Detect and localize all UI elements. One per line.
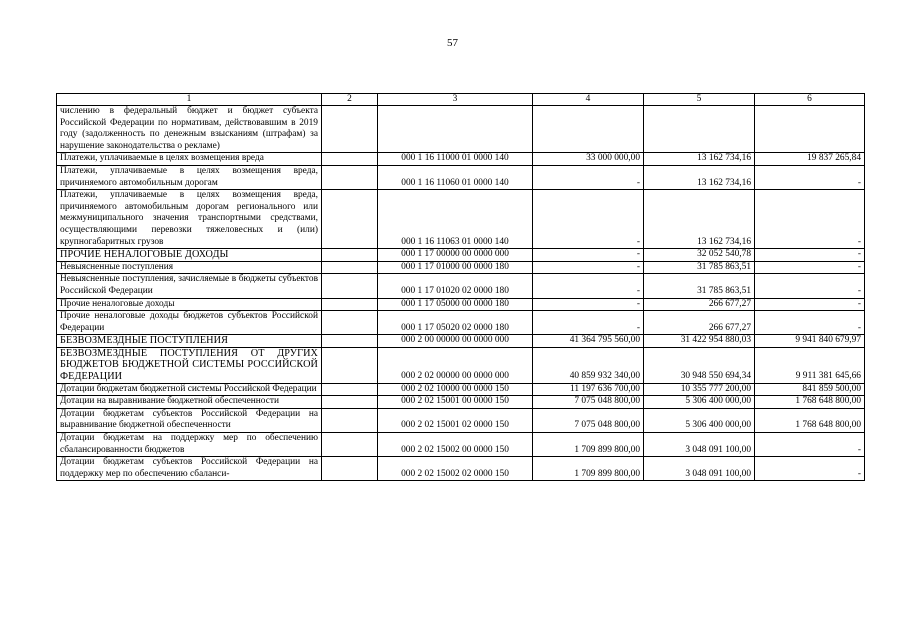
row-plan-cell bbox=[533, 106, 644, 153]
row-remainder-cell: - bbox=[755, 274, 865, 298]
row-col2-cell bbox=[322, 274, 378, 298]
row-name-cell: Платежи, уплачиваемые в целях возмещения вреда, причиняемого автомобильным дорогам регионального или межмуниципального значения транспортными средствами, осуществляющими перевозки тяжеловесных и (или) крупногабаритных грузов bbox=[57, 190, 322, 249]
table-row bbox=[57, 383, 865, 396]
row-col2-cell bbox=[322, 335, 378, 348]
table-row bbox=[57, 335, 865, 348]
table-row bbox=[57, 249, 865, 262]
row-plan-cell: 40 859 932 340,00 bbox=[533, 347, 644, 383]
row-code-cell: 000 2 00 00000 00 0000 000 bbox=[378, 335, 533, 348]
row-code-cell: 000 2 02 00000 00 0000 000 bbox=[378, 347, 533, 383]
row-actual-cell: 10 355 777 200,00 bbox=[644, 383, 755, 396]
row-code-cell: 000 1 17 01020 02 0000 180 bbox=[378, 274, 533, 298]
row-col2-cell bbox=[322, 408, 378, 432]
table-row bbox=[57, 396, 865, 409]
row-remainder-cell: - bbox=[755, 249, 865, 262]
row-name-cell: Дотации бюджетам бюджетной системы Российской Федерации bbox=[57, 383, 322, 396]
row-actual-cell: 13 162 734,16 bbox=[644, 190, 755, 249]
row-name-cell: Дотации бюджетам на поддержку мер по обеспечению сбалансированности бюджетов bbox=[57, 433, 322, 457]
table-row bbox=[57, 457, 865, 481]
row-col2-cell bbox=[322, 190, 378, 249]
row-code-cell: 000 1 16 11060 01 0000 140 bbox=[378, 165, 533, 189]
column-header: 1 bbox=[57, 94, 322, 106]
row-name-cell: Прочие неналоговые доходы бюджетов субъектов Российской Федерации bbox=[57, 311, 322, 335]
row-remainder-cell: 1 768 648 800,00 bbox=[755, 396, 865, 409]
row-col2-cell bbox=[322, 347, 378, 383]
column-header: 3 bbox=[378, 94, 533, 106]
row-remainder-cell bbox=[755, 106, 865, 153]
row-remainder-cell: - bbox=[755, 190, 865, 249]
row-name-cell: Дотации бюджетам субъектов Российской Федерации на поддержку мер по обеспечению сбаланси- bbox=[57, 457, 322, 481]
row-code-cell: 000 1 17 01000 00 0000 180 bbox=[378, 261, 533, 274]
table-row bbox=[57, 433, 865, 457]
row-remainder-cell: - bbox=[755, 433, 865, 457]
row-name-cell: ПРОЧИЕ НЕНАЛОГОВЫЕ ДОХОДЫ bbox=[57, 249, 322, 262]
row-actual-cell: 31 422 954 880,03 bbox=[644, 335, 755, 348]
row-remainder-cell: - bbox=[755, 261, 865, 274]
row-code-cell: 000 1 16 11000 01 0000 140 bbox=[378, 153, 533, 166]
row-plan-cell: - bbox=[533, 311, 644, 335]
table-body bbox=[57, 106, 865, 481]
row-remainder-cell: - bbox=[755, 311, 865, 335]
row-code-cell: 000 2 02 15001 00 0000 150 bbox=[378, 396, 533, 409]
row-actual-cell: 3 048 091 100,00 bbox=[644, 433, 755, 457]
row-name-cell: числению в федеральный бюджет и бюджет субъекта Российской Федерации по нормативам, действовавшим в 2019 году (задолженность по денежным взысканиям (штрафам) за нарушение законодательства о рекламе) bbox=[57, 106, 322, 153]
row-plan-cell: - bbox=[533, 249, 644, 262]
row-col2-cell bbox=[322, 396, 378, 409]
row-name-cell: Прочие неналоговые доходы bbox=[57, 298, 322, 311]
row-plan-cell: 41 364 795 560,00 bbox=[533, 335, 644, 348]
row-actual-cell: 30 948 550 694,34 bbox=[644, 347, 755, 383]
row-remainder-cell: 1 768 648 800,00 bbox=[755, 408, 865, 432]
row-remainder-cell: - bbox=[755, 165, 865, 189]
row-code-cell: 000 2 02 10000 00 0000 150 bbox=[378, 383, 533, 396]
column-header: 4 bbox=[533, 94, 644, 106]
row-plan-cell: - bbox=[533, 261, 644, 274]
row-code-cell: 000 1 17 00000 00 0000 000 bbox=[378, 249, 533, 262]
row-actual-cell: 3 048 091 100,00 bbox=[644, 457, 755, 481]
row-plan-cell: - bbox=[533, 165, 644, 189]
row-code-cell bbox=[378, 106, 533, 153]
row-remainder-cell: - bbox=[755, 457, 865, 481]
table-row bbox=[57, 106, 865, 153]
row-plan-cell: 1 709 899 800,00 bbox=[533, 457, 644, 481]
table-row bbox=[57, 190, 865, 249]
column-header: 6 bbox=[755, 94, 865, 106]
row-col2-cell bbox=[322, 153, 378, 166]
row-name-cell: Платежи, уплачиваемые в целях возмещения вреда, причиняемого автомобильным дорогам bbox=[57, 165, 322, 189]
row-name-cell: Невыясненные поступления, зачисляемые в бюджеты субъектов Российской Федерации bbox=[57, 274, 322, 298]
row-col2-cell bbox=[322, 261, 378, 274]
row-col2-cell bbox=[322, 457, 378, 481]
row-name-cell: Невыясненные поступления bbox=[57, 261, 322, 274]
row-plan-cell: 33 000 000,00 bbox=[533, 153, 644, 166]
row-code-cell: 000 2 02 15001 02 0000 150 bbox=[378, 408, 533, 432]
row-actual-cell: 31 785 863,51 bbox=[644, 261, 755, 274]
column-header: 5 bbox=[644, 94, 755, 106]
row-actual-cell: 266 677,27 bbox=[644, 298, 755, 311]
table-row bbox=[57, 408, 865, 432]
row-remainder-cell: 9 941 840 679,97 bbox=[755, 335, 865, 348]
table-row bbox=[57, 261, 865, 274]
table-row bbox=[57, 153, 865, 166]
table-row bbox=[57, 311, 865, 335]
row-code-cell: 000 1 17 05000 00 0000 180 bbox=[378, 298, 533, 311]
row-plan-cell: 7 075 048 800,00 bbox=[533, 408, 644, 432]
row-code-cell: 000 2 02 15002 00 0000 150 bbox=[378, 433, 533, 457]
row-actual-cell: 266 677,27 bbox=[644, 311, 755, 335]
row-name-cell: БЕЗВОЗМЕЗДНЫЕ ПОСТУПЛЕНИЯ ОТ ДРУГИХ БЮДЖЕТОВ БЮДЖЕТНОЙ СИСТЕМЫ РОССИЙСКОЙ ФЕДЕРАЦИИ bbox=[57, 347, 322, 383]
row-name-cell: Дотации на выравнивание бюджетной обеспеченности bbox=[57, 396, 322, 409]
budget-table bbox=[56, 93, 865, 481]
row-code-cell: 000 2 02 15002 02 0000 150 bbox=[378, 457, 533, 481]
row-actual-cell: 32 052 540,78 bbox=[644, 249, 755, 262]
column-header: 2 bbox=[322, 94, 378, 106]
row-remainder-cell: 9 911 381 645,66 bbox=[755, 347, 865, 383]
row-code-cell: 000 1 17 05020 02 0000 180 bbox=[378, 311, 533, 335]
row-col2-cell bbox=[322, 311, 378, 335]
row-plan-cell: 7 075 048 800,00 bbox=[533, 396, 644, 409]
row-col2-cell bbox=[322, 165, 378, 189]
table-header-row bbox=[57, 94, 865, 106]
row-actual-cell: 5 306 400 000,00 bbox=[644, 408, 755, 432]
row-name-cell: Платежи, уплачиваемые в целях возмещения вреда bbox=[57, 153, 322, 166]
row-actual-cell: 5 306 400 000,00 bbox=[644, 396, 755, 409]
row-actual-cell bbox=[644, 106, 755, 153]
row-plan-cell: 11 197 636 700,00 bbox=[533, 383, 644, 396]
table-row bbox=[57, 298, 865, 311]
row-plan-cell: 1 709 899 800,00 bbox=[533, 433, 644, 457]
page-number: 57 bbox=[447, 37, 458, 49]
row-col2-cell bbox=[322, 249, 378, 262]
row-actual-cell: 13 162 734,16 bbox=[644, 153, 755, 166]
row-remainder-cell: 841 859 500,00 bbox=[755, 383, 865, 396]
row-col2-cell bbox=[322, 106, 378, 153]
row-col2-cell bbox=[322, 383, 378, 396]
row-name-cell: Дотации бюджетам субъектов Российской Федерации на выравнивание бюджетной обеспеченности bbox=[57, 408, 322, 432]
row-code-cell: 000 1 16 11063 01 0000 140 bbox=[378, 190, 533, 249]
row-plan-cell: - bbox=[533, 190, 644, 249]
row-remainder-cell: 19 837 265,84 bbox=[755, 153, 865, 166]
row-plan-cell: - bbox=[533, 298, 644, 311]
table-row bbox=[57, 274, 865, 298]
row-name-cell: БЕЗВОЗМЕЗДНЫЕ ПОСТУПЛЕНИЯ bbox=[57, 335, 322, 348]
table-row bbox=[57, 165, 865, 189]
row-actual-cell: 31 785 863,51 bbox=[644, 274, 755, 298]
row-col2-cell bbox=[322, 298, 378, 311]
row-remainder-cell: - bbox=[755, 298, 865, 311]
table-row bbox=[57, 347, 865, 383]
row-col2-cell bbox=[322, 433, 378, 457]
row-actual-cell: 13 162 734,16 bbox=[644, 165, 755, 189]
row-plan-cell: - bbox=[533, 274, 644, 298]
